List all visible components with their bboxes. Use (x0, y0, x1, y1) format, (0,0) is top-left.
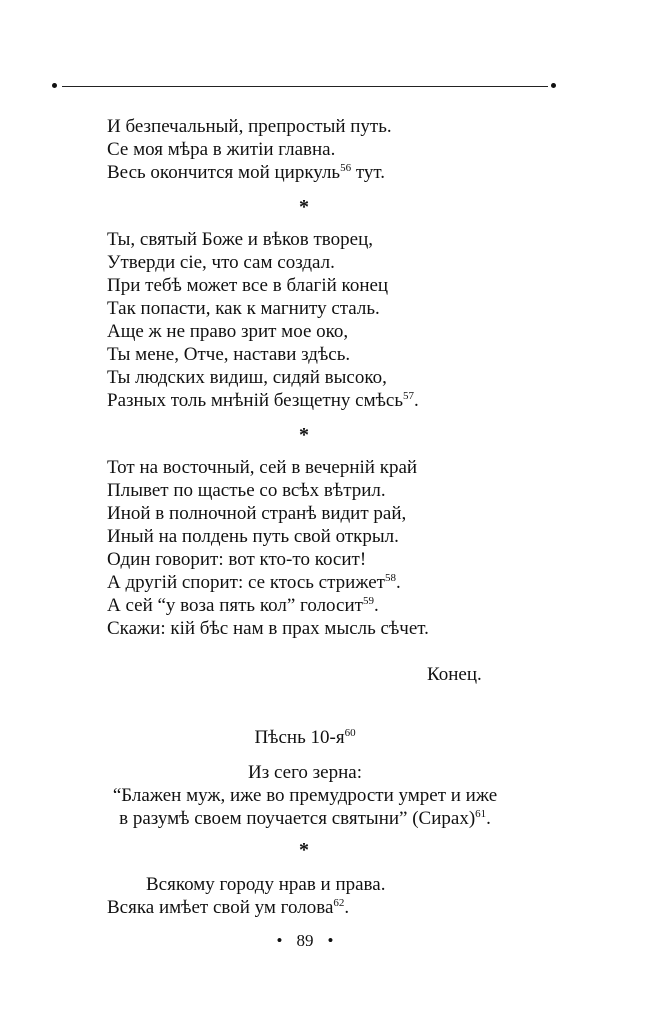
verse-line: Ты мене, Отче, настави здѣсь. (107, 344, 351, 365)
stanza-separator: * (299, 196, 309, 218)
verse-line: Так попасти, как к магниту сталь. (107, 298, 380, 319)
footnote-ref[interactable]: 60 (344, 727, 356, 739)
verse-line: Скажи: кій бѣс нам в прах мысль сѣчет. (107, 618, 429, 639)
stanza-separator: * (299, 424, 309, 446)
footnote-ref[interactable]: 62 (333, 897, 345, 909)
stanza-1 (107, 115, 392, 184)
epigraph-line: в разумѣ своем поучается святыни” (Сирах)$^{61}$. (119, 808, 491, 829)
verse-line: Аще ж не право зрит мое око, (107, 321, 349, 342)
verse-line: Ты, святый Боже и вѣков творец, (107, 229, 373, 250)
page-number-dot: • (327, 931, 334, 950)
stanza-separator: * (299, 839, 309, 861)
footnote-ref[interactable]: 59 (362, 595, 374, 607)
verse-line: Се моя мѣра в житіи главна. (107, 139, 336, 160)
verse-line: Весь окончится мой циркуль$^{56}$ тут. (107, 162, 386, 183)
verse-line: Иный на полдень путь свой открыл. (107, 526, 399, 547)
verse-line: При тебѣ может все в благій конец (107, 275, 389, 296)
header-rule-right-dot (551, 83, 556, 88)
song-title: Пѣснь $10-я^{60}$ (254, 727, 356, 748)
page-number-dot: • (276, 931, 283, 950)
footnote-ref[interactable]: 61 (475, 808, 487, 820)
stanza-3 (107, 456, 429, 640)
verse-line: Тот на восточный, сей в вечерній край (107, 457, 418, 478)
stanza-2 (107, 228, 419, 412)
verse-line: Один говорит: вот кто-то косит! (107, 549, 367, 570)
header-rule (62, 86, 548, 87)
verse-line: Всякому городу нрав и права. (146, 874, 386, 895)
end-mark: Конец. (427, 664, 482, 685)
verse-line: Разных толь мнѣній безщетну смѣсь$^{57}$. (107, 390, 419, 411)
verse-line: А другій спорит: се ктось стрижет$^{58}$. (107, 572, 401, 593)
stanza-4 (107, 873, 385, 919)
verse-line: Иной в полночной странѣ видит рай, (107, 503, 407, 524)
verse-line: Всяка имѣет свой ум голова$^{62}$. (107, 897, 350, 918)
epigraph-intro: Из сего зерна: (248, 762, 362, 783)
verse-line: Утверди сіе, что сам создал. (107, 252, 335, 273)
page-number-footer (0, 931, 610, 951)
footnote-ref[interactable]: 56 (340, 162, 352, 174)
footnote-ref[interactable]: 57 (403, 390, 415, 402)
verse-line: Плывет по щастье со всѣх вѣтрил. (107, 480, 386, 501)
epigraph-line: “Блажен муж, иже во премудрости умрет и иже (112, 785, 498, 806)
verse-line: И безпечальный, препростый путь. (107, 116, 392, 137)
footnote-ref[interactable]: 58 (384, 572, 396, 584)
header-rule-left-dot (52, 83, 57, 88)
verse-line: Ты людских видиш, сидяй высоко, (107, 367, 387, 388)
page-number: 89 (296, 931, 314, 950)
verse-line: А сей “у воза пять кол” голосит$^{59}$. (107, 595, 379, 616)
